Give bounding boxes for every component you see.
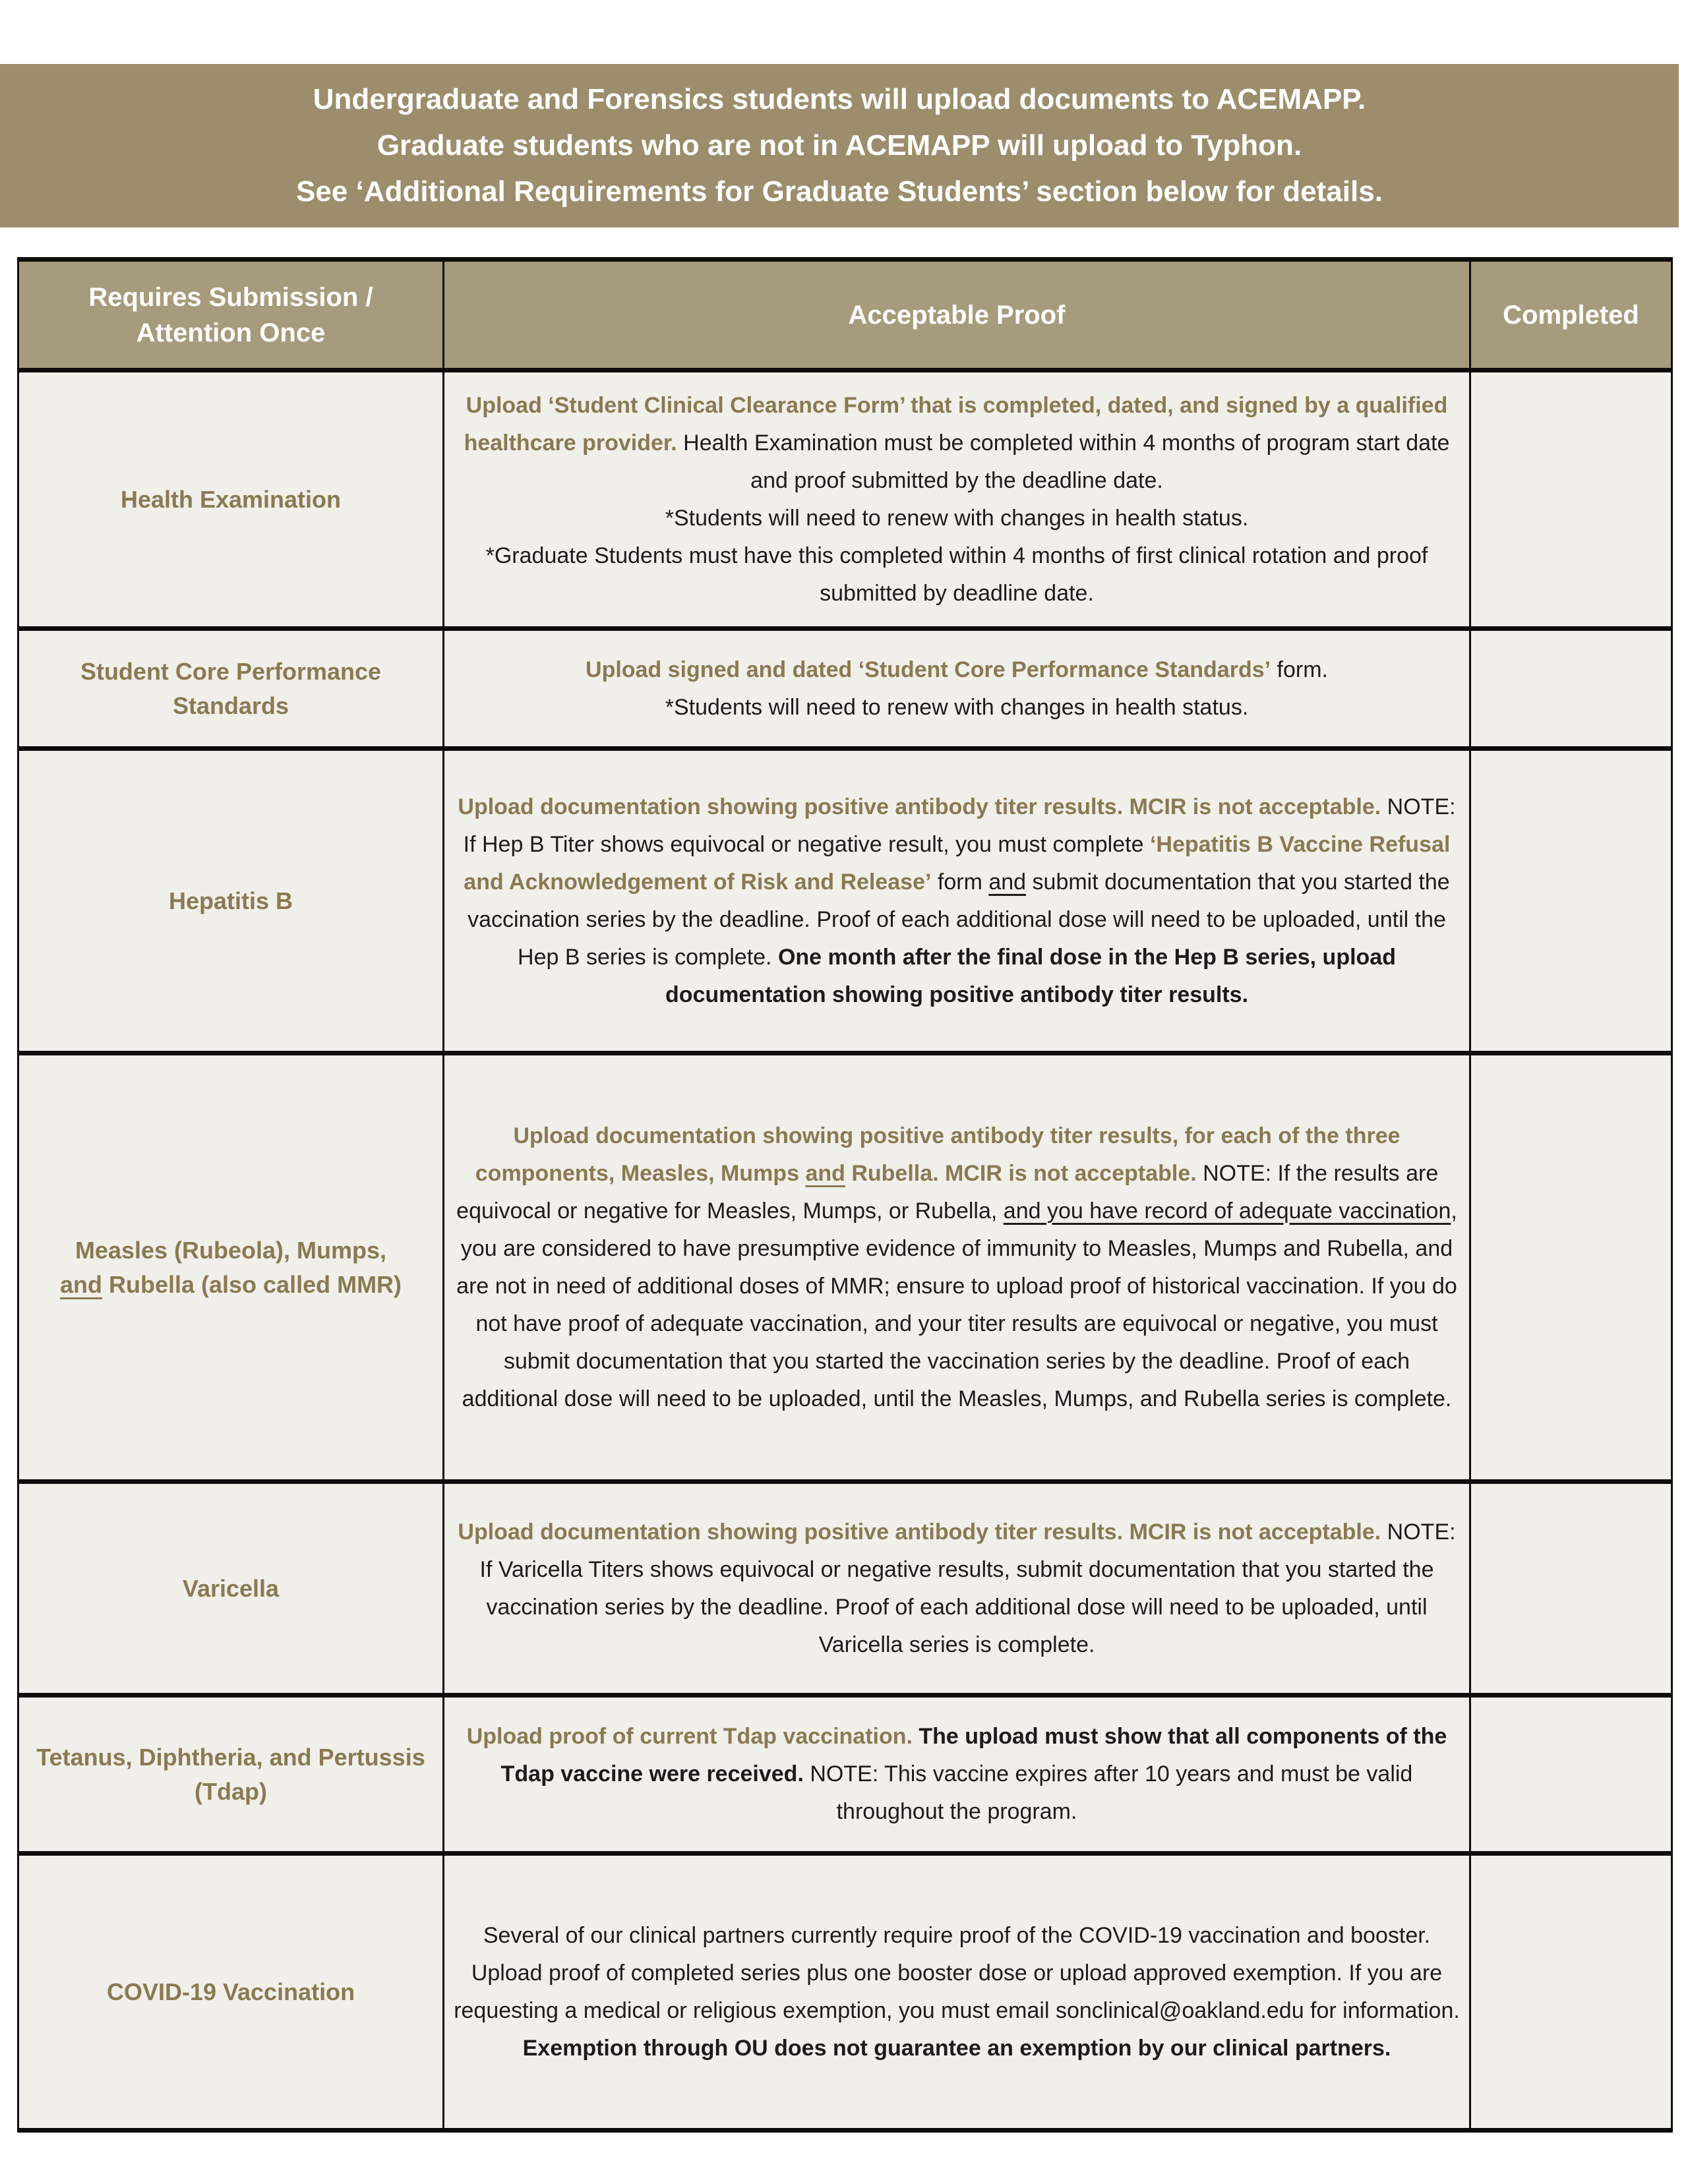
table-row-mmr [18, 1053, 1672, 1482]
table-header-row [18, 260, 1672, 370]
table-row-hepatitis-b [18, 749, 1672, 1053]
completed-cell [1470, 370, 1672, 629]
header-completed: Completed [1470, 260, 1672, 370]
table-row-covid-19 [18, 1854, 1672, 2131]
proof-cell: Upload ‘Student Clinical Clearance Form’ that is completed, dated, and signed by a qualified healthcare provider. Health Examination must be completed within 4 months of program start date and proof submitted by the deadline date. *Students will need to renew with changes in health status. *Graduate Students must have this completed within 4 months of first clinical rotation and proof submitted by deadline date. [444, 370, 1470, 629]
requirement-cell: Measles (Rubeola), Mumps, and Rubella (also called MMR) [18, 1053, 444, 1482]
header-requires-submission: Requires Submission / Attention Once [18, 260, 444, 370]
requirement-cell: Health Examination [18, 370, 444, 629]
requirement-cell: Student Core Performance Standards [18, 629, 444, 749]
proof-cell: Several of our clinical partners currently require proof of the COVID-19 vaccination and booster. Upload proof of completed series plus one booster dose or upload approved exemption. If you are requesting a medical or religious exemption, you must email sonclinical@oakland.edu for information. Exemption through OU does not guarantee an exemption by our clinical partners. [444, 1854, 1470, 2131]
completed-cell [1470, 629, 1672, 749]
requirement-cell: Tetanus, Diphtheria, and Pertussis (Tdap) [18, 1696, 444, 1854]
proof-cell: Upload documentation showing positive antibody titer results. MCIR is not acceptable. NOTE: If Hep B Titer shows equivocal or negative result, you must complete ‘Hepatitis B Vaccine Refusal and Acknowledgement of Risk and Release’ form and submit documentation that you started the vaccination series by the deadline. Proof of each additional dose will need to be uploaded, until the Hep B series is complete. One month after the final dose in the Hep B series, upload documentation showing positive antibody titer results. [444, 749, 1470, 1053]
proof-cell: Upload signed and dated ‘Student Core Performance Standards’ form. *Students will need to renew with changes in health status. [444, 629, 1470, 749]
proof-cell: Upload documentation showing positive antibody titer results. MCIR is not acceptable. NOTE: If Varicella Titers shows equivocal or negative results, submit documentation that you started the vaccination series by the deadline. Proof of each additional dose will need to be uploaded, until Varicella series is complete. [444, 1482, 1470, 1696]
completed-cell [1470, 1696, 1672, 1854]
banner-line-2: Graduate students who are not in ACEMAPP will upload to Typhon. [377, 129, 1302, 162]
banner-line-1: Undergraduate and Forensics students will upload documents to ACEMAPP. [313, 83, 1366, 115]
requirement-cell: Varicella [18, 1482, 444, 1696]
completed-cell [1470, 1482, 1672, 1696]
requirement-cell: Hepatitis B [18, 749, 444, 1053]
requirement-cell: COVID-19 Vaccination [18, 1854, 444, 2131]
completed-cell [1470, 749, 1672, 1053]
completed-cell [1470, 1854, 1672, 2131]
banner-line-3: See ‘Additional Requirements for Graduate Students’ section below for details. [296, 175, 1383, 208]
requirements-table [17, 257, 1673, 2133]
table-row-health-examination [18, 370, 1672, 629]
table-row-tdap [18, 1696, 1672, 1854]
proof-cell: Upload documentation showing positive antibody titer results, for each of the three components, Measles, Mumps and Rubella. MCIR is not acceptable. NOTE: If the results are equivocal or negative for Measles, Mumps, or Rubella, and you have record of adequate vaccination, you are considered to have presumptive evidence of immunity to Measles, Mumps and Rubella, and are not in need of additional doses of MMR; ensure to upload proof of historical vaccination. If you do not have proof of adequate vaccination, and your titer results are equivocal or negative, you must submit documentation that you started the vaccination series by the deadline. Proof of each additional dose will need to be uploaded, until the Measles, Mumps, and Rubella series is complete. [444, 1053, 1470, 1482]
upload-instructions-banner [0, 64, 1679, 227]
table-row-varicella [18, 1482, 1672, 1696]
table-row-core-performance-standards [18, 629, 1672, 749]
completed-cell [1470, 1053, 1672, 1482]
header-acceptable-proof: Acceptable Proof [444, 260, 1470, 370]
proof-cell: Upload proof of current Tdap vaccination. The upload must show that all components of the Tdap vaccine were received. NOTE: This vaccine expires after 10 years and must be valid throughout the program. [444, 1696, 1470, 1854]
